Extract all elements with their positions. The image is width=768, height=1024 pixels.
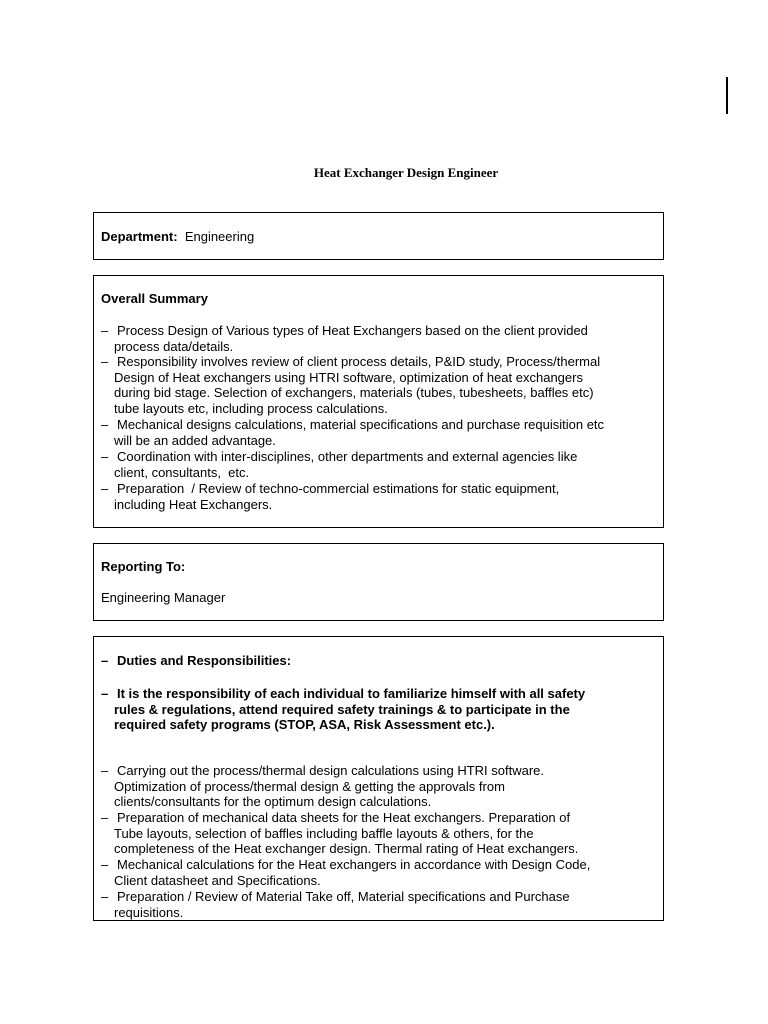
summary-line: during bid stage. Selection of exchangers, materials (tubes, tubesheets, baffles etc) [114, 385, 594, 400]
reporting-section [93, 543, 664, 621]
duties-heading-item [101, 653, 291, 669]
document-title: Heat Exchanger Design Engineer [313, 165, 499, 180]
summary-line: Design of Heat exchangers using HTRI software, optimization of heat exchangers [114, 369, 583, 385]
duty-line: clients/consultants for the optimum design calculations. [114, 794, 432, 809]
bullet-dash: – [101, 686, 109, 701]
summary-line: client, consultants, etc. [114, 464, 250, 480]
text-cursor [726, 77, 728, 114]
duties-section [93, 636, 664, 921]
summary-item [101, 323, 588, 354]
summary-item [101, 481, 559, 512]
duty-line: Carrying out the process/thermal design calculations using HTRI software. [117, 763, 545, 778]
summary-item [101, 417, 604, 448]
overall-summary-heading: Overall Summary [101, 291, 208, 306]
safety-notice [101, 686, 585, 733]
bullet-dash: – [101, 889, 109, 904]
duty-item [101, 857, 590, 888]
summary-item [101, 449, 577, 480]
duty-line: Tube layouts, selection of baffles including baffle layouts & others, for the [114, 825, 534, 841]
duty-line: Preparation of mechanical data sheets for the Heat exchangers. Preparation of [117, 810, 571, 825]
duty-line: Client datasheet and Specifications. [114, 872, 321, 888]
department-value: Engineering [184, 229, 255, 244]
duty-item [101, 763, 544, 810]
summary-line: process data/details. [114, 338, 234, 354]
duty-line: Optimization of process/thermal design & getting the approvals from [114, 778, 505, 794]
bullet-dash: – [101, 857, 109, 872]
summary-item [101, 354, 600, 416]
summary-line: Process Design of Various types of Heat Exchangers based on the client provided [117, 323, 588, 338]
bullet-dash: – [101, 323, 109, 338]
duty-line: Preparation / Review of Material Take off, Material specifications and Purchase [117, 889, 570, 904]
bullet-dash: – [101, 763, 109, 778]
duty-line: requisitions. [114, 904, 184, 920]
summary-line: including Heat Exchangers. [114, 496, 273, 512]
department-row [101, 229, 254, 245]
duty-item [101, 810, 578, 857]
bullet-dash: – [101, 354, 109, 369]
summary-line: Mechanical designs calculations, material specifications and purchase requisition etc [117, 417, 605, 432]
duty-line: Mechanical calculations for the Heat exchangers in accordance with Design Code, [117, 857, 591, 872]
summary-line: Preparation / Review of techno-commercial estimations for static equipment, [117, 481, 560, 496]
reporting-label: Reporting To: [101, 559, 186, 574]
bullet-dash: – [101, 810, 109, 825]
summary-line: Coordination with inter-disciplines, other departments and external agencies like [117, 449, 578, 464]
duty-item [101, 889, 570, 920]
department-label: Department: [101, 229, 178, 244]
bullet-dash: – [101, 481, 109, 496]
duty-line: completeness of the Heat exchanger design. Thermal rating of Heat exchangers. [114, 841, 579, 856]
department-section [93, 212, 664, 260]
summary-line: tube layouts etc, including process calculations. [114, 400, 388, 416]
reporting-value: Engineering Manager [101, 590, 226, 605]
summary-line: will be an added advantage. [114, 432, 276, 448]
safety-line: rules & regulations, attend required safety trainings & to participate in the [114, 701, 570, 717]
bullet-dash: – [101, 653, 109, 668]
safety-line: required safety programs (STOP, ASA, Risk Assessment etc.). [114, 717, 495, 732]
safety-line: It is the responsibility of each individual to familiarize himself with all safety [117, 686, 586, 701]
bullet-dash: – [101, 417, 109, 432]
summary-line: Responsibility involves review of client process details, P&ID study, Process/thermal [117, 354, 601, 369]
duties-heading: Duties and Responsibilities: [117, 653, 292, 668]
bullet-dash: – [101, 449, 109, 464]
overall-summary-section [93, 275, 664, 528]
